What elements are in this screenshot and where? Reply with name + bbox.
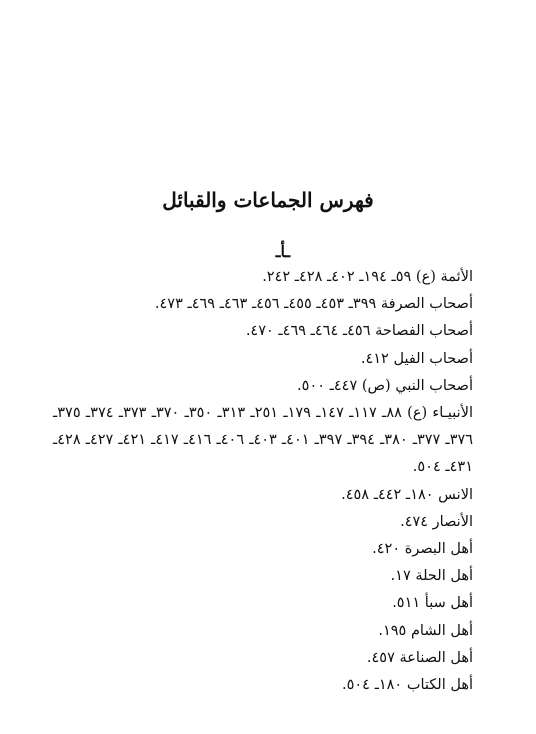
index-entry: أهل الحلة ١٧. bbox=[390, 568, 473, 585]
page-title: فهرس الجماعات والقبائل bbox=[162, 188, 374, 212]
section-letter-heading: ـأـ bbox=[275, 242, 290, 261]
index-entry: أهل البصرة ٤٢٠. bbox=[372, 541, 473, 558]
index-entry: أهل الشام ١٩٥. bbox=[378, 622, 473, 639]
index-entry: أهل سبأ ٥١١. bbox=[392, 595, 473, 612]
index-entry: أهل الكتاب ١٨٠ـ ٥٠٤. bbox=[342, 677, 473, 694]
index-entry: الانس ١٨٠ـ ٤٤٢ـ ٤٥٨. bbox=[341, 486, 473, 503]
index-entry: الأنبيـاء (ع) ٨٨ـ ١١٧ـ ١٤٧ـ ١٧٩ـ ٢٥١ـ ٣١٣ـ ٣٥٠ـ ٣٧٠ـ ٣٧٣ـ ٣٧٤ـ ٣٧٥ـ ٣٧٦ـ ٣٧٧ـ ٣٨٠ـ ٣٩٤ـ ٣٩٧ـ ٤٠١ـ ٤٠٣ـ ٤٠٦ـ ٤١٦ـ ٤١٧ـ ٤٢١ـ ٤٢٧ـ ٤٢٨ـ ٤٣١ـ ٥٠٤. bbox=[53, 405, 474, 476]
index-entry: الأئمة (ع) ٥٩ـ ١٩٤ـ ٤٠٢ـ ٤٢٨ـ ٢٤٢. bbox=[262, 269, 473, 285]
index-entry: أصحاب الصرفة ٣٩٩ـ ٤٥٣ـ ٤٥٥ـ ٤٥٦ـ ٤٦٣ـ ٤٦٩ـ ٤٧٣. bbox=[154, 296, 473, 313]
index-entry-list bbox=[53, 264, 473, 699]
index-entry: أهل الصناعة ٤٥٧. bbox=[366, 649, 473, 666]
index-entry: أصحاب الفيل ٤١٢. bbox=[360, 350, 473, 367]
index-entry: الأنصار ٤٧٤. bbox=[400, 513, 473, 530]
index-entry: أصحاب الفصاحة ٤٥٦ـ ٤٦٤ـ ٤٦٩ـ ٤٧٠. bbox=[245, 323, 473, 340]
index-entry: أصحاب النبي (ص) ٤٤٧ـ ٥٠٠. bbox=[297, 377, 473, 394]
